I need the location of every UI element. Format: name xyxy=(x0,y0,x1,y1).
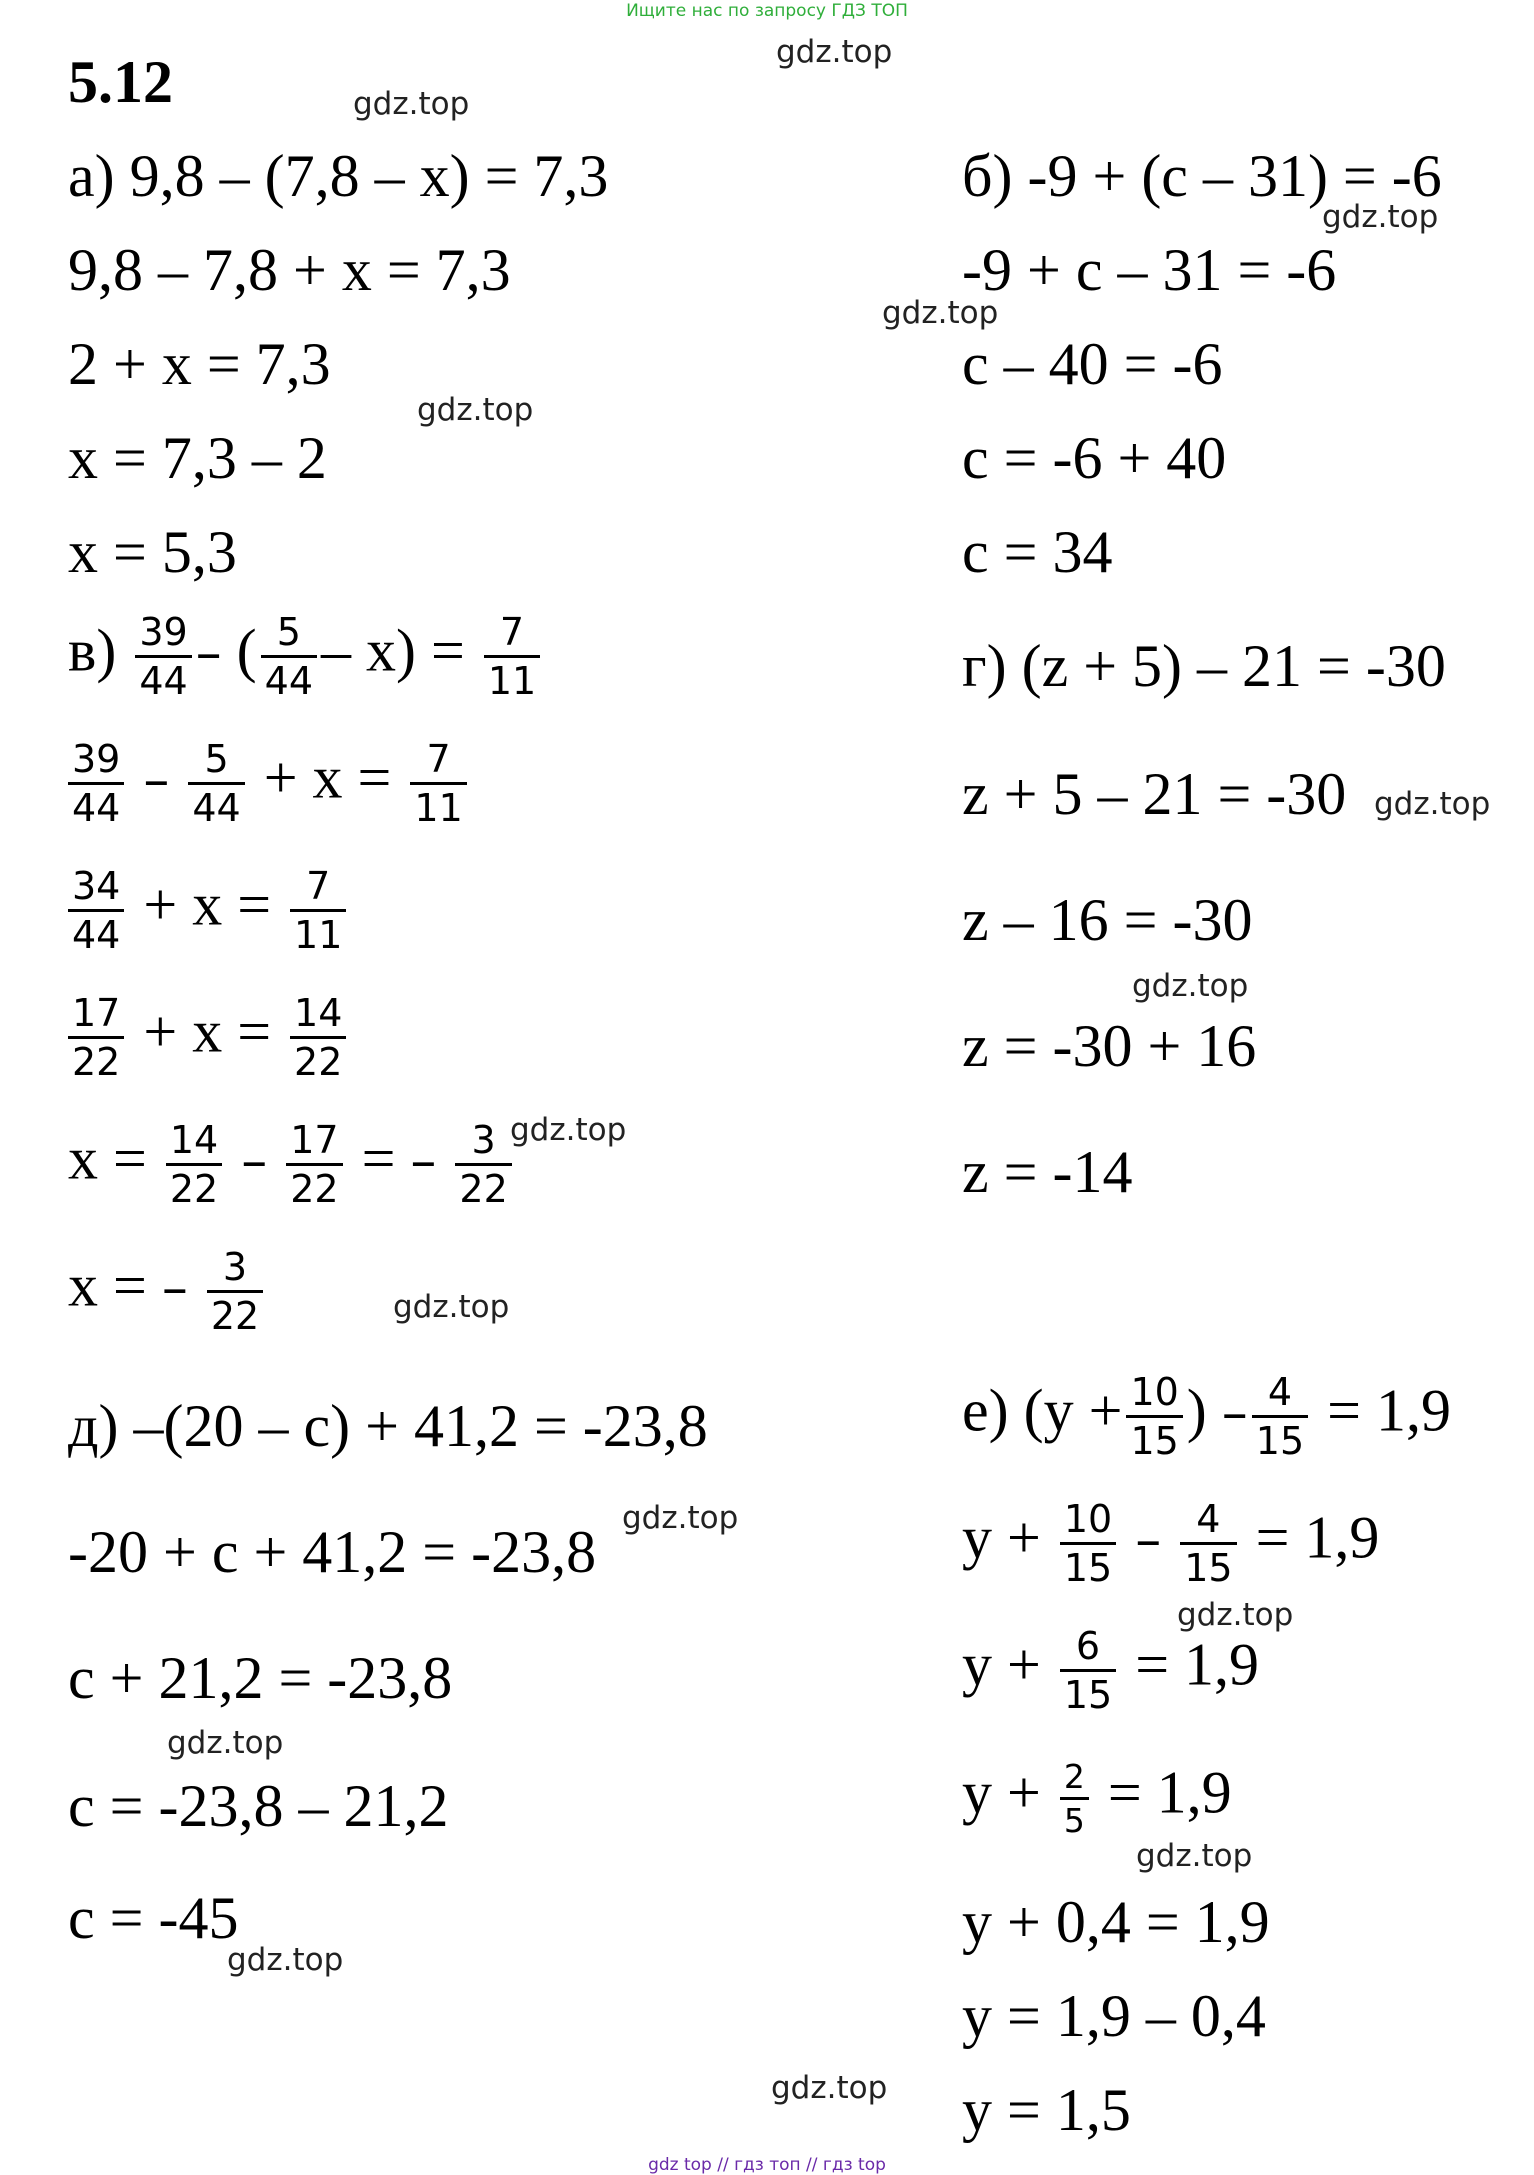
minus-sign: – xyxy=(410,1131,437,1192)
denominator: 22 xyxy=(459,1167,508,1211)
eq-e-line-7: y = 1,5 xyxy=(962,2077,1131,2143)
watermark: gdz.top xyxy=(1374,786,1491,822)
denominator: 11 xyxy=(294,913,343,957)
denominator: 44 xyxy=(72,786,121,830)
denominator: 15 xyxy=(1063,1546,1113,1590)
minus-sign: – xyxy=(241,1131,268,1192)
text: + х = xyxy=(143,871,272,938)
fraction xyxy=(1180,1497,1236,1590)
minus-sign: – xyxy=(161,1258,188,1319)
denominator: 15 xyxy=(1255,1419,1305,1463)
fraction xyxy=(135,610,191,703)
watermark: gdz.top xyxy=(167,1725,284,1761)
fraction xyxy=(410,737,466,830)
denominator: 15 xyxy=(1063,1673,1113,1717)
eq-v-line-1 xyxy=(68,610,544,703)
eq-d-line-5: с = -45 xyxy=(68,1885,239,1951)
text: y + xyxy=(962,1759,1041,1826)
numerator: 39 xyxy=(135,613,191,658)
eq-b-line-5: с = 34 xyxy=(962,519,1113,585)
numerator: 2 xyxy=(1060,1760,1089,1800)
eq-d-line-3: с + 21,2 = -23,8 xyxy=(68,1645,453,1711)
fraction xyxy=(68,991,124,1084)
minus-sign: – xyxy=(1135,1510,1162,1571)
fraction xyxy=(286,1118,342,1211)
numerator: 14 xyxy=(290,994,346,1039)
minus-sign: – xyxy=(1221,1383,1248,1444)
numerator: 17 xyxy=(286,1121,342,1166)
denominator: 44 xyxy=(264,659,314,703)
watermark: gdz.top xyxy=(776,34,893,70)
fraction xyxy=(68,737,124,830)
numerator: 34 xyxy=(68,867,124,912)
denominator: 44 xyxy=(72,913,121,957)
eq-v-line-2 xyxy=(64,737,471,830)
footer-links[interactable]: gdz top // гдз топ // гдз top xyxy=(648,2155,886,2175)
denominator: 22 xyxy=(72,1040,121,1084)
text: = xyxy=(361,1125,396,1192)
fraction xyxy=(188,737,244,830)
denominator: 15 xyxy=(1184,1546,1233,1590)
denominator: 44 xyxy=(192,786,241,830)
numerator: 4 xyxy=(1252,1373,1308,1418)
fraction xyxy=(290,864,346,957)
fraction xyxy=(1060,1497,1116,1590)
text: ( xyxy=(236,617,257,684)
text: ) xyxy=(1186,1377,1207,1444)
exercise-number: 5.12 xyxy=(68,49,173,115)
denominator: 11 xyxy=(487,659,537,703)
minus-sign: – xyxy=(143,750,170,811)
fraction xyxy=(455,1118,511,1211)
eq-e-line-5: y + 0,4 = 1,9 xyxy=(962,1889,1270,1955)
fraction xyxy=(1252,1370,1308,1463)
eq-g-line-3: z – 16 = -30 xyxy=(962,887,1253,953)
numerator: 3 xyxy=(455,1121,511,1166)
text: х = xyxy=(68,1125,147,1192)
numerator: 7 xyxy=(410,740,466,785)
eq-v-line-3 xyxy=(64,864,350,957)
watermark: gdz.top xyxy=(417,392,534,428)
fraction xyxy=(207,1245,263,1338)
minus-sign: – xyxy=(195,623,222,684)
eq-e-line-3 xyxy=(962,1624,1260,1717)
watermark: gdz.top xyxy=(882,295,999,331)
text: = 1,9 xyxy=(1107,1759,1232,1826)
denominator: 44 xyxy=(139,659,188,703)
fraction xyxy=(1060,1757,1089,1840)
eq-b-line-4: с = -6 + 40 xyxy=(962,425,1227,491)
eq-e-line-1 xyxy=(962,1370,1451,1463)
text: в) xyxy=(68,617,117,684)
numerator: 5 xyxy=(188,740,244,785)
numerator: 10 xyxy=(1126,1373,1182,1418)
eq-v-line-6 xyxy=(68,1245,267,1338)
numerator: 14 xyxy=(166,1121,222,1166)
eq-b-line-3: с – 40 = -6 xyxy=(962,331,1223,397)
denominator: 15 xyxy=(1130,1419,1179,1463)
numerator: 6 xyxy=(1060,1627,1116,1672)
numerator: 5 xyxy=(261,613,317,658)
eq-d-line-1: д) –(20 – с) + 41,2 = -23,8 xyxy=(68,1393,708,1459)
eq-g-line-4: z = -30 + 16 xyxy=(962,1013,1257,1079)
denominator: 22 xyxy=(169,1167,219,1211)
text: = 1,9 xyxy=(1327,1377,1451,1444)
text: = 1,9 xyxy=(1135,1631,1260,1698)
denominator: 22 xyxy=(294,1040,343,1084)
denominator: 11 xyxy=(414,786,463,830)
numerator: 7 xyxy=(290,867,346,912)
numerator: 10 xyxy=(1060,1500,1116,1545)
text: + х = xyxy=(143,998,272,1065)
eq-a-line-3: 2 + х = 7,3 xyxy=(68,331,331,397)
text: + х = xyxy=(263,744,392,811)
eq-g-line-2: z + 5 – 21 = -30 xyxy=(962,761,1347,827)
watermark: gdz.top xyxy=(1177,1597,1294,1633)
watermark: gdz.top xyxy=(393,1289,510,1325)
numerator: 4 xyxy=(1180,1500,1236,1545)
text: y + xyxy=(962,1504,1041,1571)
text: = 1,9 xyxy=(1255,1504,1380,1571)
eq-b-line-2: -9 + с – 31 = -6 xyxy=(962,237,1337,303)
fraction xyxy=(166,1118,222,1211)
denominator: 22 xyxy=(210,1294,260,1338)
eq-d-line-2: -20 + с + 41,2 = -23,8 xyxy=(68,1519,597,1585)
eq-a-line-1: а) 9,8 – (7,8 – х) = 7,3 xyxy=(68,143,609,209)
eq-e-line-2 xyxy=(962,1497,1380,1590)
eq-b-line-1: б) -9 + (с – 31) = -6 xyxy=(962,143,1442,209)
fraction xyxy=(1126,1370,1182,1463)
numerator: 7 xyxy=(484,613,540,658)
text: е) (y + xyxy=(962,1377,1123,1444)
eq-a-line-4: х = 7,3 – 2 xyxy=(68,425,327,491)
watermark: gdz.top xyxy=(353,86,470,122)
denominator: 5 xyxy=(1063,1801,1085,1840)
eq-g-line-5: z = -14 xyxy=(962,1139,1133,1205)
eq-a-line-5: х = 5,3 xyxy=(68,519,237,585)
numerator: 3 xyxy=(207,1248,263,1293)
eq-a-line-2: 9,8 – 7,8 + х = 7,3 xyxy=(68,237,511,303)
watermark: gdz.top xyxy=(1322,199,1439,235)
watermark: gdz.top xyxy=(227,1942,344,1978)
watermark: gdz.top xyxy=(622,1500,739,1536)
fraction xyxy=(261,610,317,703)
denominator: 22 xyxy=(290,1167,339,1211)
eq-v-line-5 xyxy=(68,1118,516,1211)
top-banner: Ищите нас по запросу ГДЗ ТОП xyxy=(626,1,908,21)
eq-g-line-1: г) (z + 5) – 21 = -30 xyxy=(962,633,1446,699)
eq-e-line-6: y = 1,9 – 0,4 xyxy=(962,1983,1266,2049)
fraction xyxy=(68,864,124,957)
eq-e-line-4 xyxy=(962,1757,1232,1840)
eq-d-line-4: с = -23,8 – 21,2 xyxy=(68,1773,449,1839)
watermark: gdz.top xyxy=(1136,1838,1253,1874)
text: – х) = xyxy=(321,617,465,684)
fraction xyxy=(1060,1624,1116,1717)
text: х = xyxy=(68,1252,147,1319)
watermark: gdz.top xyxy=(771,2070,888,2106)
text: y + xyxy=(962,1631,1041,1698)
fraction xyxy=(290,991,346,1084)
watermark: gdz.top xyxy=(510,1112,627,1148)
eq-v-line-4 xyxy=(64,991,350,1084)
numerator: 39 xyxy=(68,740,124,785)
numerator: 17 xyxy=(68,994,124,1039)
watermark: gdz.top xyxy=(1132,968,1249,1004)
fraction xyxy=(484,610,540,703)
